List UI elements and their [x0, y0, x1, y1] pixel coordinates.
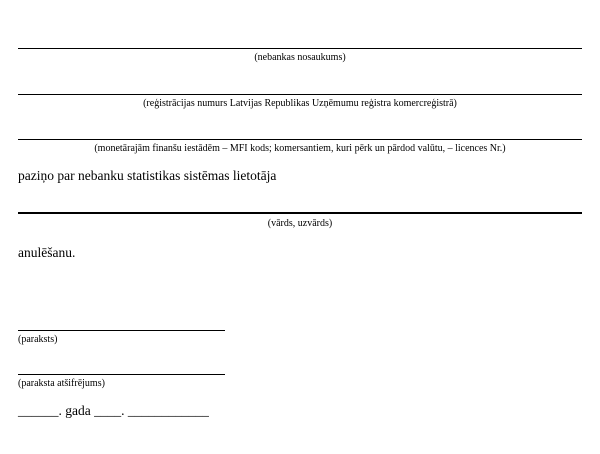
person-name-fill-line [18, 212, 582, 214]
signature-fill-line [18, 330, 225, 331]
signature-transcript-caption: (paraksta atšifrējums) [18, 378, 105, 389]
nonbank-name-fill-line [18, 48, 582, 49]
person-name-caption: (vārds, uzvārds) [267, 218, 333, 229]
statement-text: paziņo par nebanku statistikas sistēmas lietotāja [18, 168, 277, 183]
signature-transcript-fill-line [18, 374, 225, 375]
date-fill-line: ______. gada ____. ____________ [18, 403, 209, 418]
registration-number-fill-line [18, 94, 582, 95]
action-text: anulēšanu. [18, 245, 76, 260]
nonbank-name-caption: (nebankas nosaukums) [254, 52, 346, 63]
mfi-code-caption: (monetārajām finanšu iestādēm – MFI kods; komersantiem, kuri pērk un pārdod valūtu, – licences Nr.) [94, 143, 506, 154]
signature-caption: (paraksts) [18, 334, 58, 345]
registration-number-caption: (reģistrācijas numurs Latvijas Republikas Uzņēmumu reģistra komercreģistrā) [143, 98, 457, 109]
mfi-code-fill-line [18, 139, 582, 140]
